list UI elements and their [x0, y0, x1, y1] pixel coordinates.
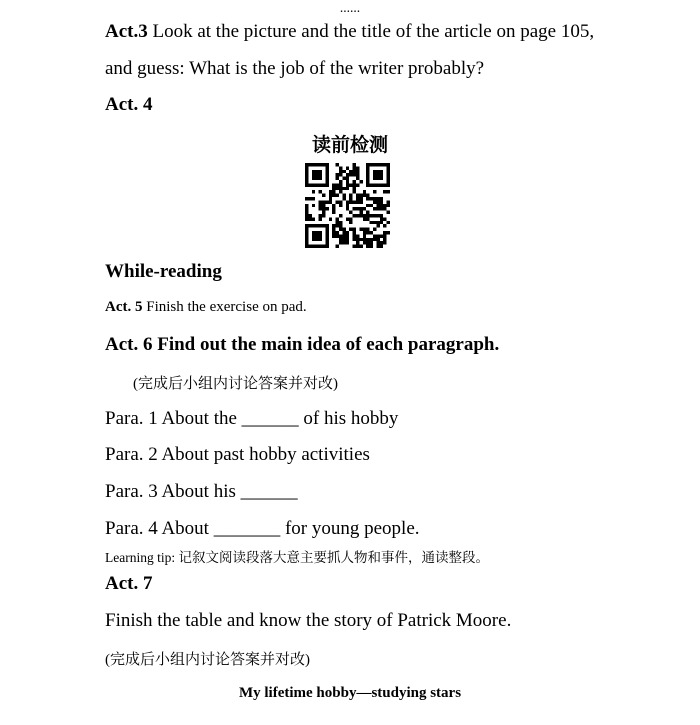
act5-line	[105, 299, 307, 316]
qr-code[interactable]	[305, 163, 390, 248]
act3-line2: and guess: What is the job of the writer probably?	[105, 58, 485, 79]
act7-text: Finish the table and know the story of Patrick Moore.	[105, 610, 512, 631]
act3-label: Act.3	[105, 21, 148, 42]
act6-line	[105, 334, 499, 356]
act7-note: (完成后小组内讨论答案并对改)	[105, 652, 310, 668]
learning-tip-text: 记叙文阅读段落大意主要抓人物和事件，通读整段。	[178, 550, 489, 565]
act3-text: Look at the picture and the title of the article on page 105,	[147, 21, 595, 42]
para-2: Para. 2 About past hobby activities	[105, 444, 370, 465]
act7-label: Act. 7	[105, 573, 153, 594]
para-3: Para. 3 About his ______	[105, 481, 298, 502]
while-reading-heading: While-reading	[105, 261, 222, 282]
learning-tip-label: Learning tip:	[105, 550, 179, 565]
act5-label: Act. 5	[105, 299, 143, 315]
act6-label: Act. 6	[105, 334, 153, 355]
act3-line1	[105, 21, 594, 43]
article-title: My lifetime hobby—studying stars	[238, 685, 462, 701]
para-4: Para. 4 About _______ for young people.	[105, 518, 420, 539]
pre-check-title: 读前检测	[311, 135, 388, 156]
learning-tip	[105, 546, 489, 566]
act6-note: (完成后小组内讨论答案并对改)	[133, 376, 338, 392]
top-dots: ......	[339, 0, 361, 15]
qr-code-image	[305, 163, 390, 248]
act5-text: Finish the exercise on pad.	[142, 299, 307, 315]
para-1: Para. 1 About the ______ of his hobby	[105, 408, 399, 429]
act4-label: Act. 4	[105, 94, 153, 115]
act6-text: Find out the main idea of each paragraph.	[152, 334, 500, 355]
